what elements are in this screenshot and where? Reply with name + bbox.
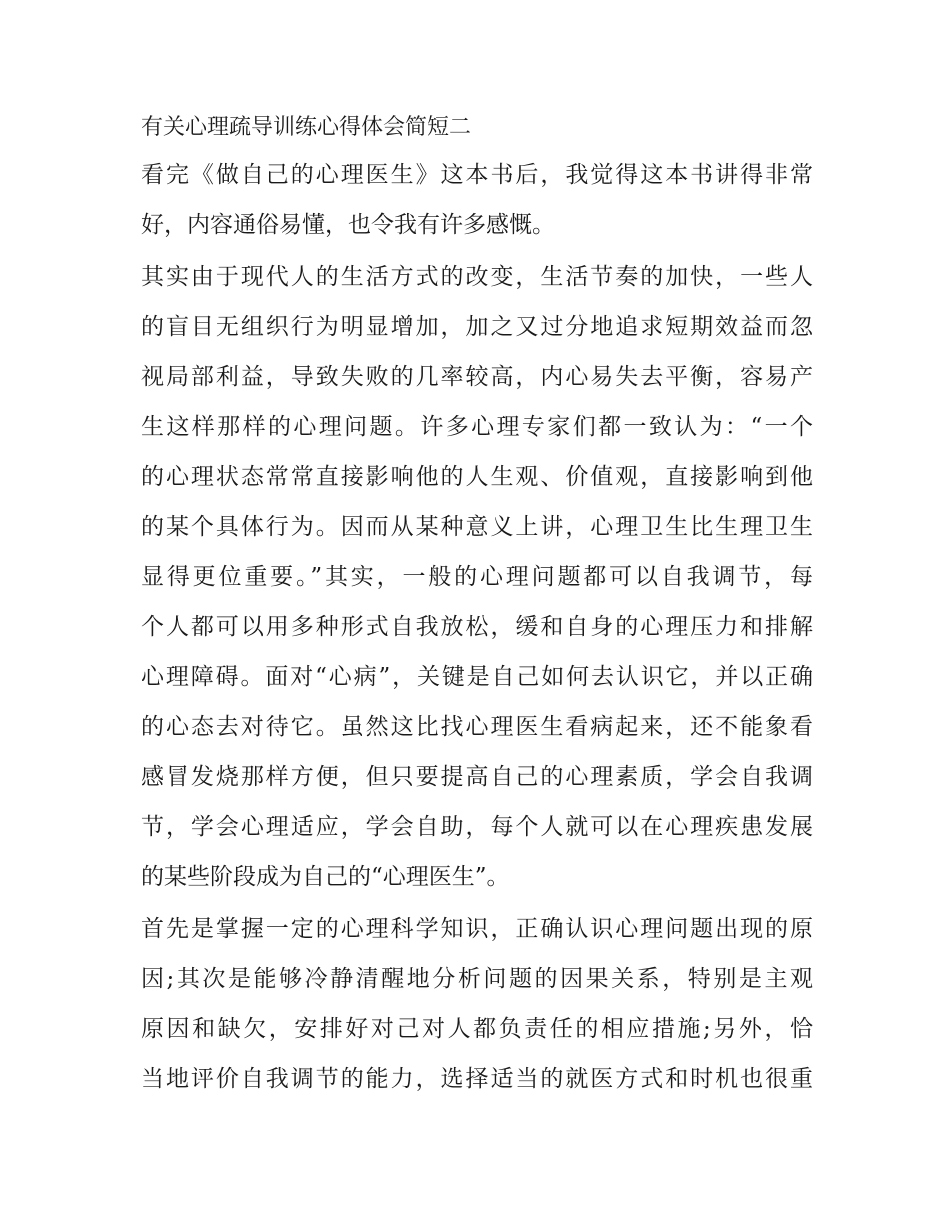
text-line: 心理障碍。面对“心病”，关键是自己如何去认识它，并以正确	[141, 664, 813, 690]
text-line: 原因和缺欠，安排好对己对人都负责任的相应措施;另外，恰	[141, 1016, 813, 1042]
text-line: 的心理状态常常直接影响他的人生观、价值观，直接影响到他	[141, 464, 813, 490]
text-line: 好，内容通俗易懂，也令我有许多感慨。	[141, 212, 555, 238]
text-line: 的心态去对待它。虽然这比找心理医生看病起来，还不能象看	[141, 714, 813, 740]
paragraph-1	[141, 150, 813, 250]
text-line: 视局部利益，导致失败的几率较高，内心易失去平衡，容易产	[141, 364, 813, 390]
text-line: 的某个具体行为。因而从某种意义上讲，心理卫生比生理卫生	[141, 514, 813, 540]
document-title: 有关心理疏导训练心得体会简短二	[141, 115, 472, 140]
text-line: 的某些阶段成为自己的“心理医生”。	[141, 864, 510, 890]
paragraph-2	[141, 252, 813, 902]
text-line: 显得更位重要。”其实，一般的心理问题都可以自我调节，每	[141, 564, 813, 590]
text-line: 个人都可以用多种形式自我放松，缓和自身的心理压力和排解	[141, 614, 813, 640]
text-line: 其实由于现代人的生活方式的改变，生活节奏的加快，一些人	[141, 264, 813, 290]
text-line: 当地评价自我调节的能力，选择适当的就医方式和时机也很重	[141, 1066, 813, 1092]
text-line: 因;其次是能够冷静清醒地分析问题的因果关系，特别是主观	[141, 966, 813, 992]
text-line: 看完《做自己的心理医生》这本书后，我觉得这本书讲得非常	[141, 162, 813, 188]
text-line: 首先是掌握一定的心理科学知识，正确认识心理问题出现的原	[141, 916, 813, 942]
text-line: 感冒发烧那样方便，但只要提高自己的心理素质，学会自我调	[141, 764, 813, 790]
text-line: 的盲目无组织行为明显增加，加之又过分地追求短期效益而忽	[141, 314, 813, 340]
paragraph-3	[141, 904, 813, 1104]
document-body	[141, 108, 813, 1106]
text-line: 生这样那样的心理问题。许多心理专家们都一致认为：“一个	[141, 414, 813, 440]
text-line: 节，学会心理适应，学会自助，每个人就可以在心理疾患发展	[141, 814, 813, 840]
